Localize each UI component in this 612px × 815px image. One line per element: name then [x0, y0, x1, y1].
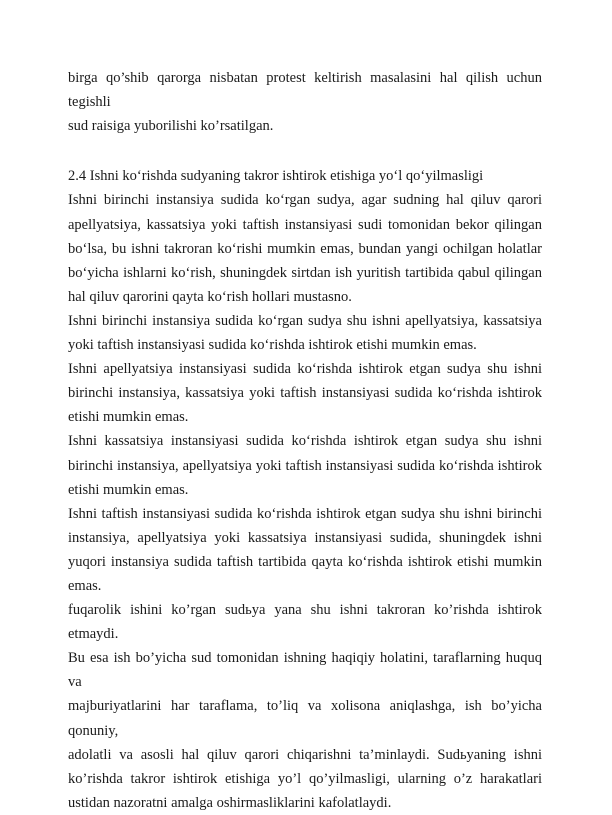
text-line: yoki taftish instansiyasi sudida koʻrishda ishtirok etishi mumkin emas. [68, 337, 477, 354]
text-line: Ishni birinchi instansiya sudida koʻrgan sudya, agar sudning hal qiluv qarori [68, 192, 542, 209]
blank-line [68, 138, 542, 164]
text-line: birinchi instansiya, apellyatsiya yoki taftish instansiyasi sudida koʻrishda ishtirok [68, 457, 542, 474]
section-heading: 2.4 Ishni koʻrishda sudyaning takror ishtirok etishiga yoʻl qoʻyilmasligi [68, 168, 484, 185]
text-line: yuqori instansiya sudida taftish tartibida qayta koʻrishda ishtirok etishi mumkin [68, 553, 542, 570]
text-line: boʻlsa, bu ishni takroran koʻrishi mumkin emas, bundan yangi ochilgan holatlar [68, 240, 542, 257]
text-line: adolatli va asosli hal qiluv qarori chiqarishni ta’minlaydi. Sudьyaning ishni [68, 746, 542, 763]
text-line: boʻyicha ishlarni koʻrish, shuningdek sirtdan ish yuritish tartibida qabul qilingan [68, 264, 542, 281]
text-line: apellyatsiya, kassatsiya yoki taftish instansiyasi sudi tomonidan bekor qilingan [68, 216, 542, 233]
text-line: birga qo’shib qarorga nisbatan protest keltirish masalasini hal qilish uchun tegishli [68, 70, 542, 111]
text-line: ko’rishda takror ishtirok etishiga yo’l qo’yilmasligi, ularning o’z harakatlari [68, 770, 542, 787]
text-line: ustidan nazoratni amalga oshirmasliklarini kafolatlaydi. [68, 794, 392, 811]
text-line: birinchi instansiya, kassatsiya yoki taftish instansiyasi sudida koʻrishda ishtirok [68, 385, 542, 402]
text-line: etishi mumkin emas. [68, 481, 189, 498]
text-line: Ishni kassatsiya instansiyasi sudida koʻrishda ishtirok etgan sudya shu ishni [68, 433, 542, 450]
text-line: sud raisiga yuborilishi ko’rsatilgan. [68, 118, 274, 135]
text-line: Ishni birinchi instansiya sudida koʻrgan sudya shu ishni apellyatsiya, kassatsiya [68, 312, 542, 329]
text-block [68, 66, 542, 815]
text-line: emas. [68, 577, 102, 594]
text-line: etishi mumkin emas. [68, 409, 189, 426]
text-line: instansiya, apellyatsiya yoki kassatsiya instansiyasi sudida, shuningdek ishni [68, 529, 542, 546]
text-line: majburiyatlarini har taraflama, to’liq va xolisona aniqlashga, ish bo’yicha qonuniy, [68, 698, 542, 739]
text-line: Ishni taftish instansiyasi sudida koʻrishda ishtirok etgan sudya shu ishni birinchi [68, 505, 542, 522]
text-line: Ishni apellyatsiya instansiyasi sudida koʻrishda ishtirok etgan sudya shu ishni [68, 361, 542, 378]
text-line: hal qiluv qarorini qayta koʻrish hollari mustasno. [68, 288, 352, 305]
text-line: Bu esa ish bo’yicha sud tomonidan ishning haqiqiy holatini, taraflarning huquq va [68, 650, 542, 691]
text-line: fuqarolik ishini ko’rgan sudьya yana shu ishni takroran ko’rishda ishtirok etmaydi. [68, 602, 542, 643]
